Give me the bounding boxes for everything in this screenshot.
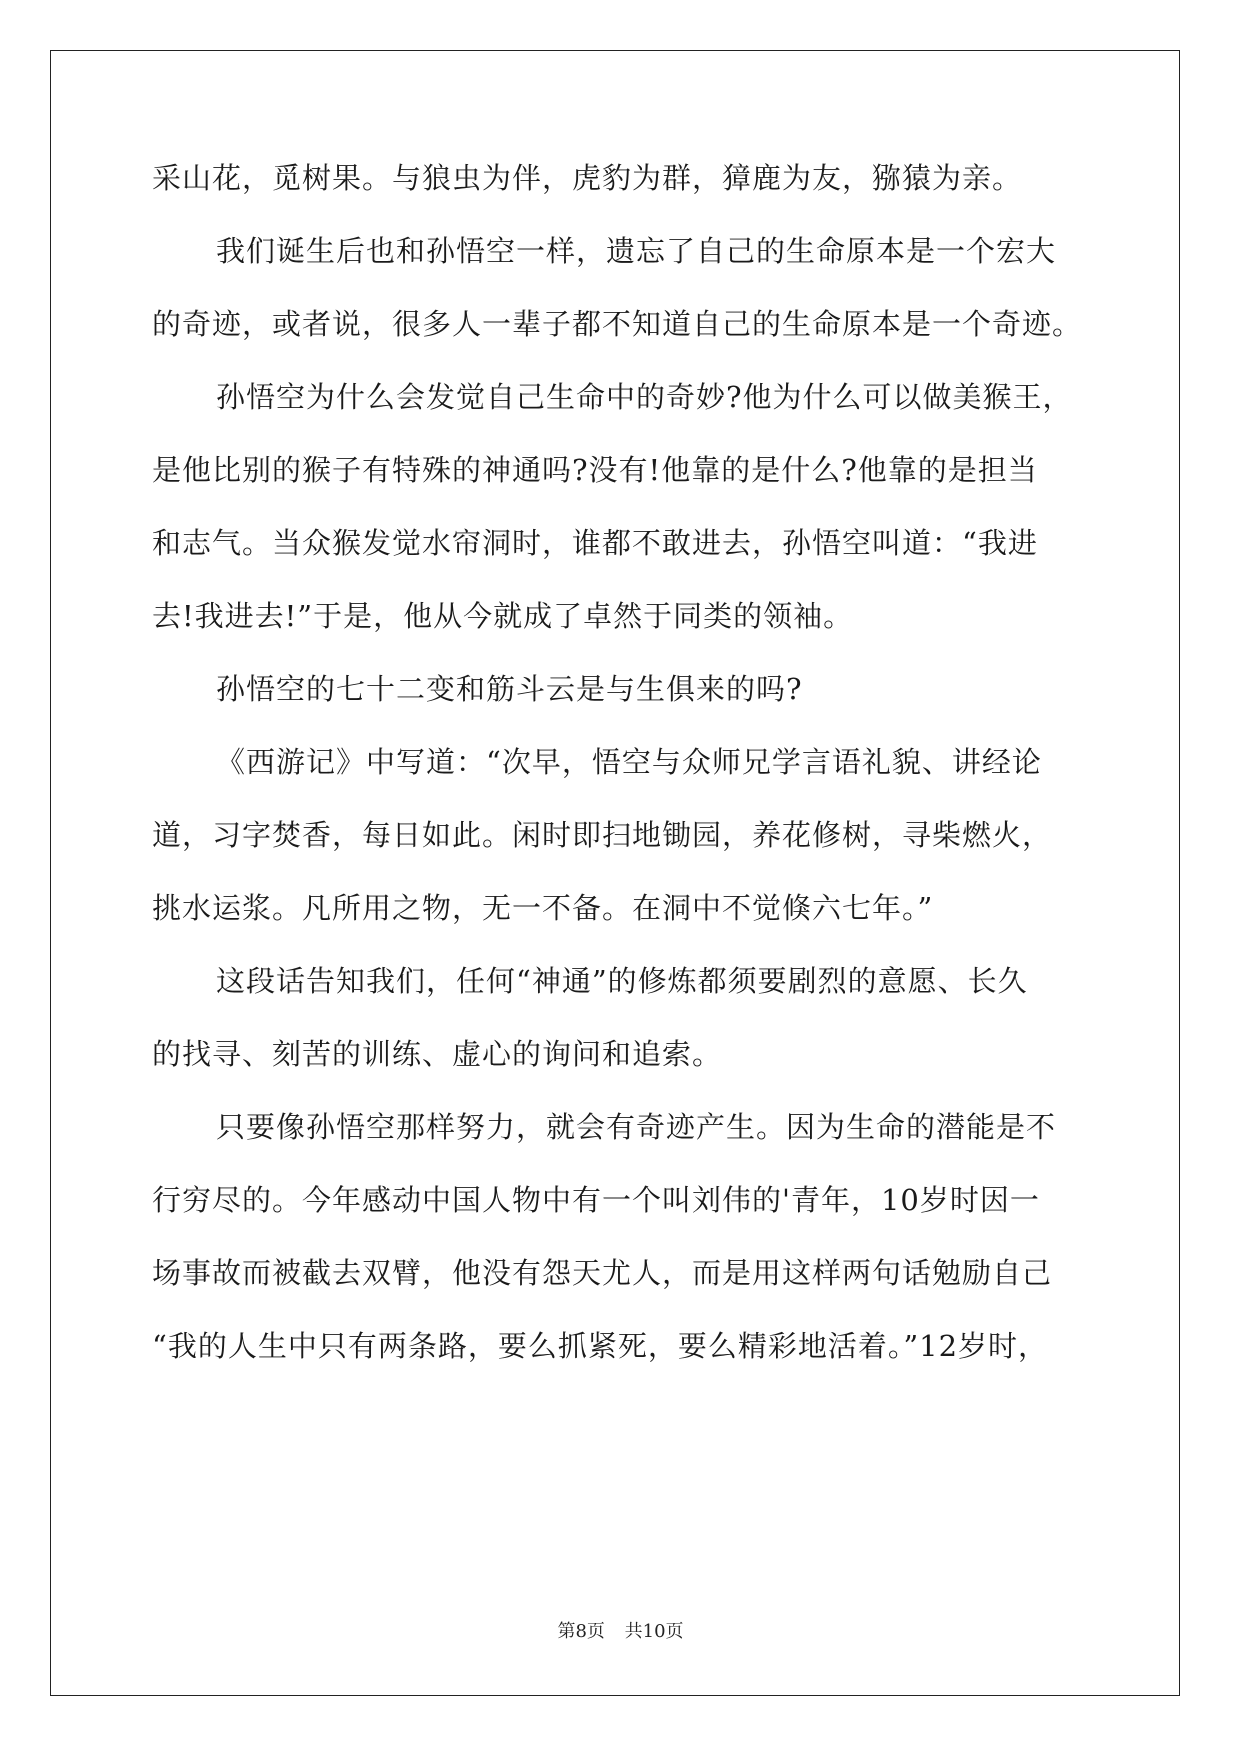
text-line: 的奇迹，或者说，很多人一辈子都不知道自己的生命原本是一个奇迹。 bbox=[152, 307, 1083, 341]
text-line: 的找寻、刻苦的训练、虚心的询问和追索。 bbox=[152, 1037, 723, 1071]
text-line: 只要像孙悟空那样努力，就会有奇迹产生。因为生命的潜能是不 bbox=[216, 1110, 1057, 1144]
page-border bbox=[50, 50, 1180, 1696]
text-line: 采山花，觅树果。与狼虫为伴，虎豹为群，獐鹿为友，猕猿为亲。 bbox=[152, 161, 1023, 195]
text-line: 孙悟空的七十二变和筋斗云是与生俱来的吗? bbox=[216, 672, 803, 706]
text-line: 这段话告知我们，任何“神通”的修炼都须要剧烈的意愿、长久 bbox=[216, 964, 1028, 998]
page-footer bbox=[0, 1617, 1241, 1643]
text-line: 行穷尽的。今年感动中国人物中有一个叫刘伟的'青年，10岁时因一 bbox=[152, 1183, 1040, 1217]
text-line: 和志气。当众猴发觉水帘洞时，谁都不敢进去，孙悟空叫道：“我进 bbox=[152, 526, 1038, 560]
page-number: 第8页 bbox=[557, 1621, 605, 1642]
text-line: 孙悟空为什么会发觉自己生命中的奇妙?他为什么可以做美猴王， bbox=[216, 380, 1073, 414]
page-total: 共10页 bbox=[624, 1621, 684, 1642]
text-line: 道，习字焚香，每日如此。闲时即扫地锄园，养花修树，寻柴燃火， bbox=[152, 818, 1053, 852]
text-line: 挑水运浆。凡所用之物，无一不备。在洞中不觉倏六七年。” bbox=[152, 891, 934, 925]
text-line: 是他比别的猴子有特殊的神通吗?没有!他靠的是什么?他靠的是担当 bbox=[152, 453, 1038, 487]
text-line: 《西游记》中写道：“次早，悟空与众师兄学言语礼貌、讲经论 bbox=[216, 745, 1042, 779]
text-line: 场事故而被截去双臂，他没有怨天尤人，而是用这样两句话勉励自己 bbox=[152, 1256, 1053, 1290]
text-line: “我的人生中只有两条路，要么抓紧死，要么精彩地活着。”12岁时， bbox=[152, 1329, 1049, 1363]
text-line: 我们诞生后也和孙悟空一样，遗忘了自己的生命原本是一个宏大 bbox=[216, 234, 1057, 268]
text-line: 去!我进去!”于是，他从今就成了卓然于同类的领袖。 bbox=[152, 599, 854, 633]
